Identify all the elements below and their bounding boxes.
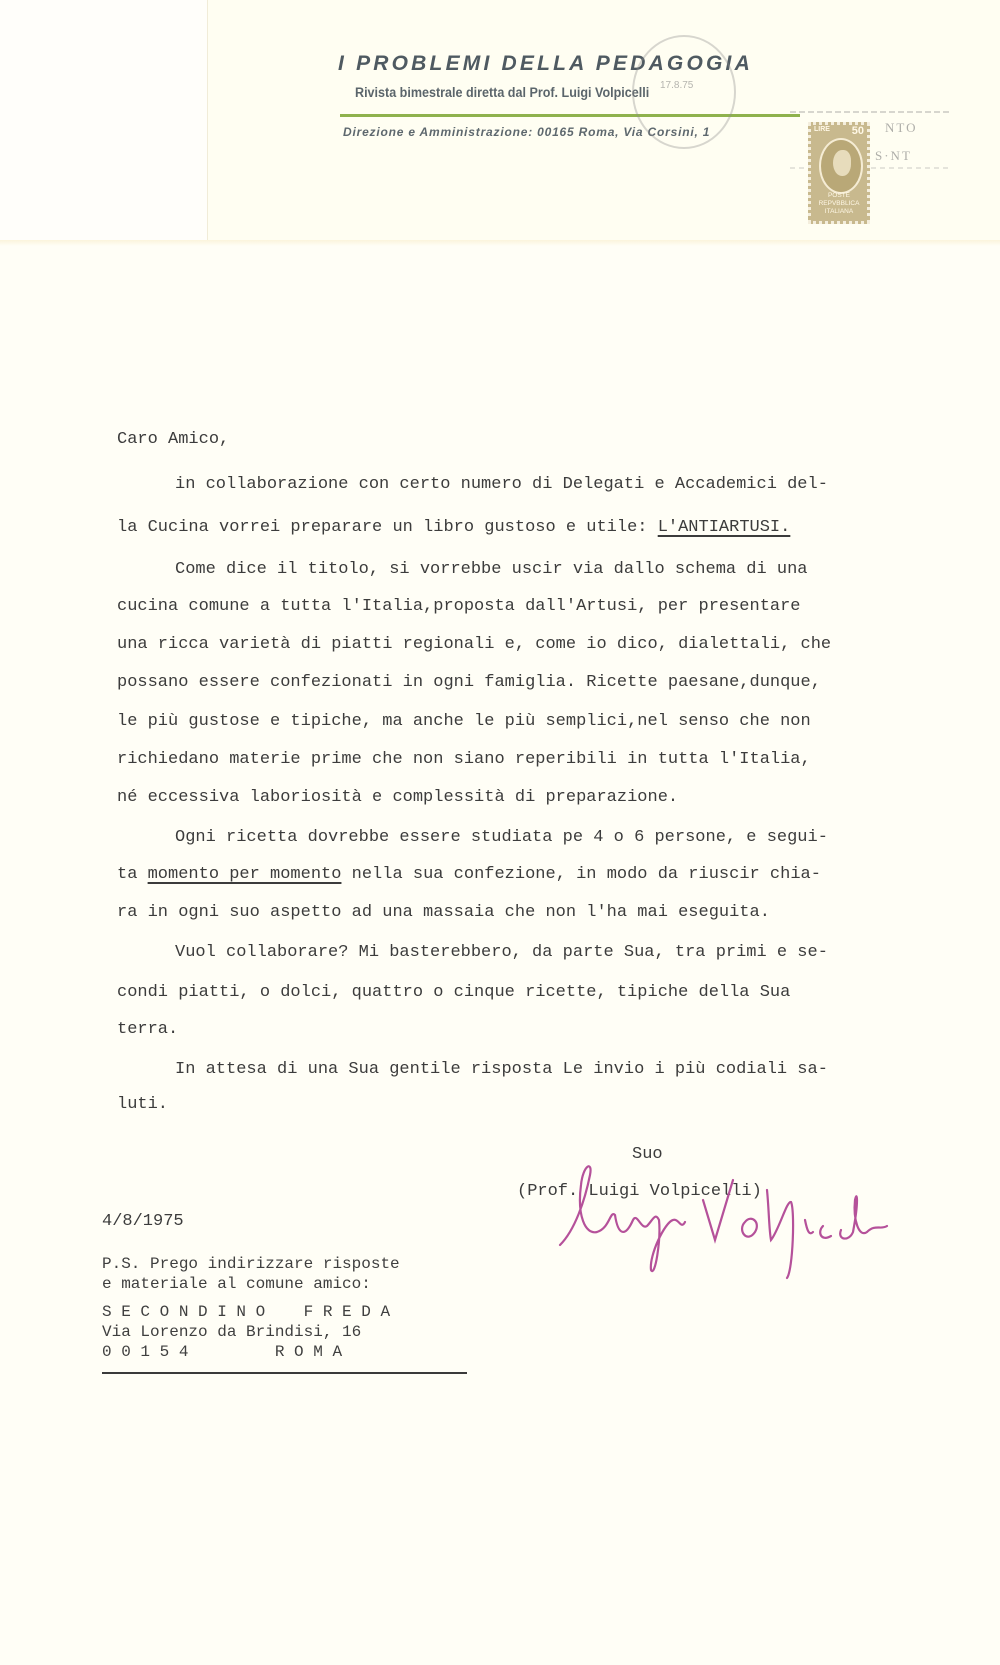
cancel-text-1: NTO — [885, 120, 918, 135]
ps-line-2: e materiale al comune amico: — [102, 1275, 371, 1293]
cancel-text-2: S·NT — [875, 148, 912, 163]
body-line-4: cucina comune a tutta l'Italia,proposta dall'Artusi, per presentare — [117, 597, 801, 616]
stamp-currency: LIRE — [814, 126, 830, 133]
signatory: (Prof. Luigi Volpicelli) — [517, 1182, 762, 1201]
letterhead-title: I PROBLEMI DELLA PEDAGOGIA — [338, 52, 753, 75]
stamp-value: 50 — [851, 125, 864, 137]
postmark-circle — [632, 35, 736, 149]
body-line-10: Ogni ricetta dovrebbe essere studiata pe 4 o 6 persone, e segui- — [175, 828, 828, 847]
body-line-16: In attesa di una Sua gentile risposta Le invio i più codiali sa- — [175, 1060, 828, 1079]
stamp-label-1: REPVBBLICA — [818, 200, 860, 207]
closing: Suo — [632, 1145, 663, 1164]
body-line-9: né eccessiva laboriosità e complessità di preparazione. — [117, 788, 679, 807]
emphasis-text: momento per momento — [147, 865, 342, 884]
ps-line-1: P.S. Prego indirizzare risposte — [102, 1255, 400, 1273]
ps-recipient-city: 0 0 1 5 4 R O M A — [102, 1343, 343, 1361]
body-line-2: la Cucina vorrei preparare un libro gustoso e utile: L'ANTIARTUSI. — [117, 518, 791, 537]
body-line-1: in collaborazione con certo numero di Delegati e Accademici del- — [175, 475, 828, 494]
body-line-11: ta momento per momento nella sua confezione, in modo da riuscir chia- — [117, 865, 821, 884]
body-line-8: richiedano materie prime che non siano reperibili in tutta l'Italia, — [117, 750, 811, 769]
letterhead-address: Direzione e Amministrazione: 00165 Roma, Via Corsini, 1 — [343, 125, 711, 139]
address-underline — [102, 1372, 467, 1374]
stamp-label-2: ITALIANA — [824, 208, 854, 215]
body-line-3: Come dice il titolo, si vorrebbe uscir via dallo schema di una — [175, 560, 808, 579]
body-line-6: possano essere confezionati in ogni famiglia. Ricette paesane,dunque, — [117, 673, 821, 692]
letter-date: 4/8/1975 — [102, 1212, 184, 1231]
book-title: L'ANTIARTUSI. — [657, 518, 791, 537]
body-line-15: terra. — [117, 1020, 179, 1039]
handwritten-signature-icon — [555, 1160, 925, 1280]
body-line-12: ra in ogni suo aspetto ad una massaia che non l'ha mai eseguita. — [117, 903, 770, 922]
body-line-5: una ricca varietà di piatti regionali e, come io dico, dialettali, che — [117, 635, 832, 654]
stamp-portrait-icon — [819, 138, 863, 194]
stamp-label-top: POSTE — [827, 192, 851, 199]
postage-stamp — [808, 122, 870, 224]
postmark-date: 17.8.75 — [660, 80, 694, 91]
ps-recipient-name: S E C O N D I N O F R E D A — [102, 1303, 391, 1321]
salutation: Caro Amico, — [117, 430, 230, 449]
body-line-17: luti. — [117, 1095, 169, 1114]
body-line-13: Vuol collaborare? Mi basterebbero, da parte Sua, tra primi e se- — [175, 943, 828, 962]
body-line-7: le più gustose e tipiche, ma anche le più semplici,nel senso che non — [117, 712, 811, 731]
ps-recipient-street: Via Lorenzo da Brindisi, 16 — [102, 1323, 362, 1341]
body-line-14: condi piatti, o dolci, quattro o cinque ricette, tipiche della Sua — [117, 983, 791, 1002]
letterhead-subtitle: Rivista bimestrale diretta dal Prof. Luigi Volpicelli — [355, 85, 650, 100]
stamp-head-icon — [833, 150, 851, 176]
